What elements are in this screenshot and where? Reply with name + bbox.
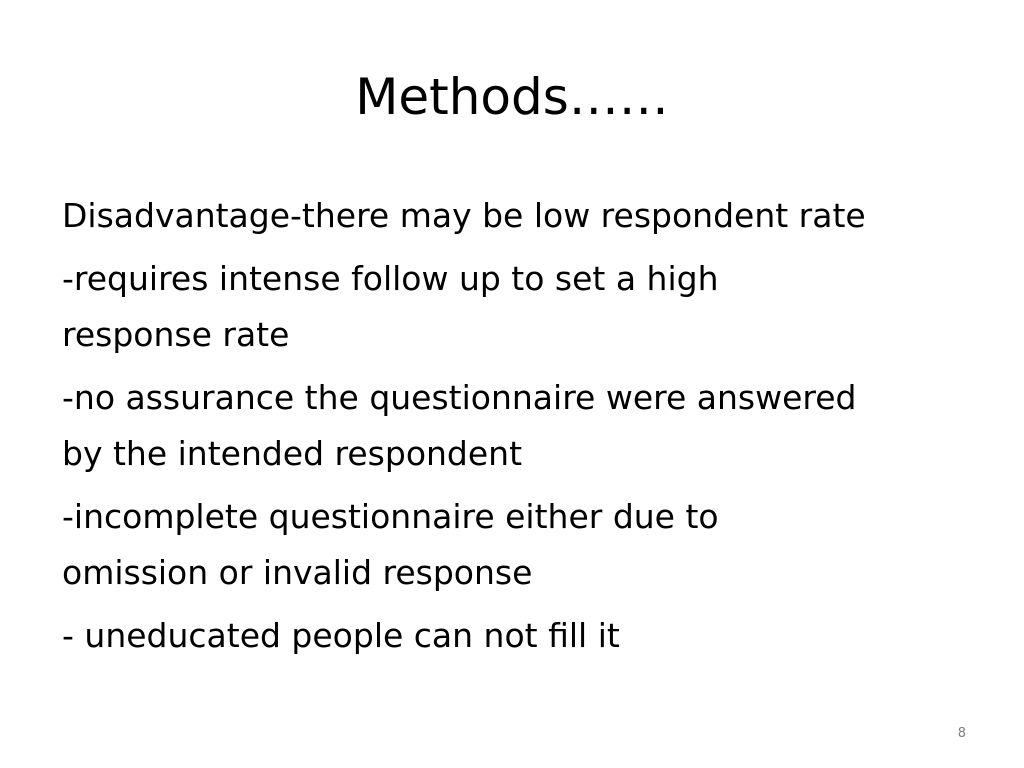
- list-item-line: -incomplete questionnaire either due to: [62, 497, 719, 536]
- list-item: [62, 188, 982, 244]
- list-item-line: omission or invalid response: [62, 553, 533, 592]
- list-item-line: -no assurance the questionnaire were answered: [62, 378, 857, 417]
- list-item: [62, 251, 982, 363]
- page-number: 8: [957, 726, 966, 741]
- bullet-list: [62, 188, 982, 671]
- slide-title: Methods……: [355, 68, 669, 126]
- list-item: [62, 608, 982, 664]
- list-item-line: response rate: [62, 315, 290, 354]
- list-item: [62, 370, 982, 482]
- list-item-line: by the intended respondent: [62, 434, 523, 473]
- list-item-line: -requires intense follow up to set a high: [62, 259, 719, 298]
- list-item-line: - uneducated people can not fill it: [62, 616, 620, 655]
- list-item: [62, 489, 982, 601]
- list-item-line: Disadvantage-there may be low respondent rate: [62, 196, 866, 235]
